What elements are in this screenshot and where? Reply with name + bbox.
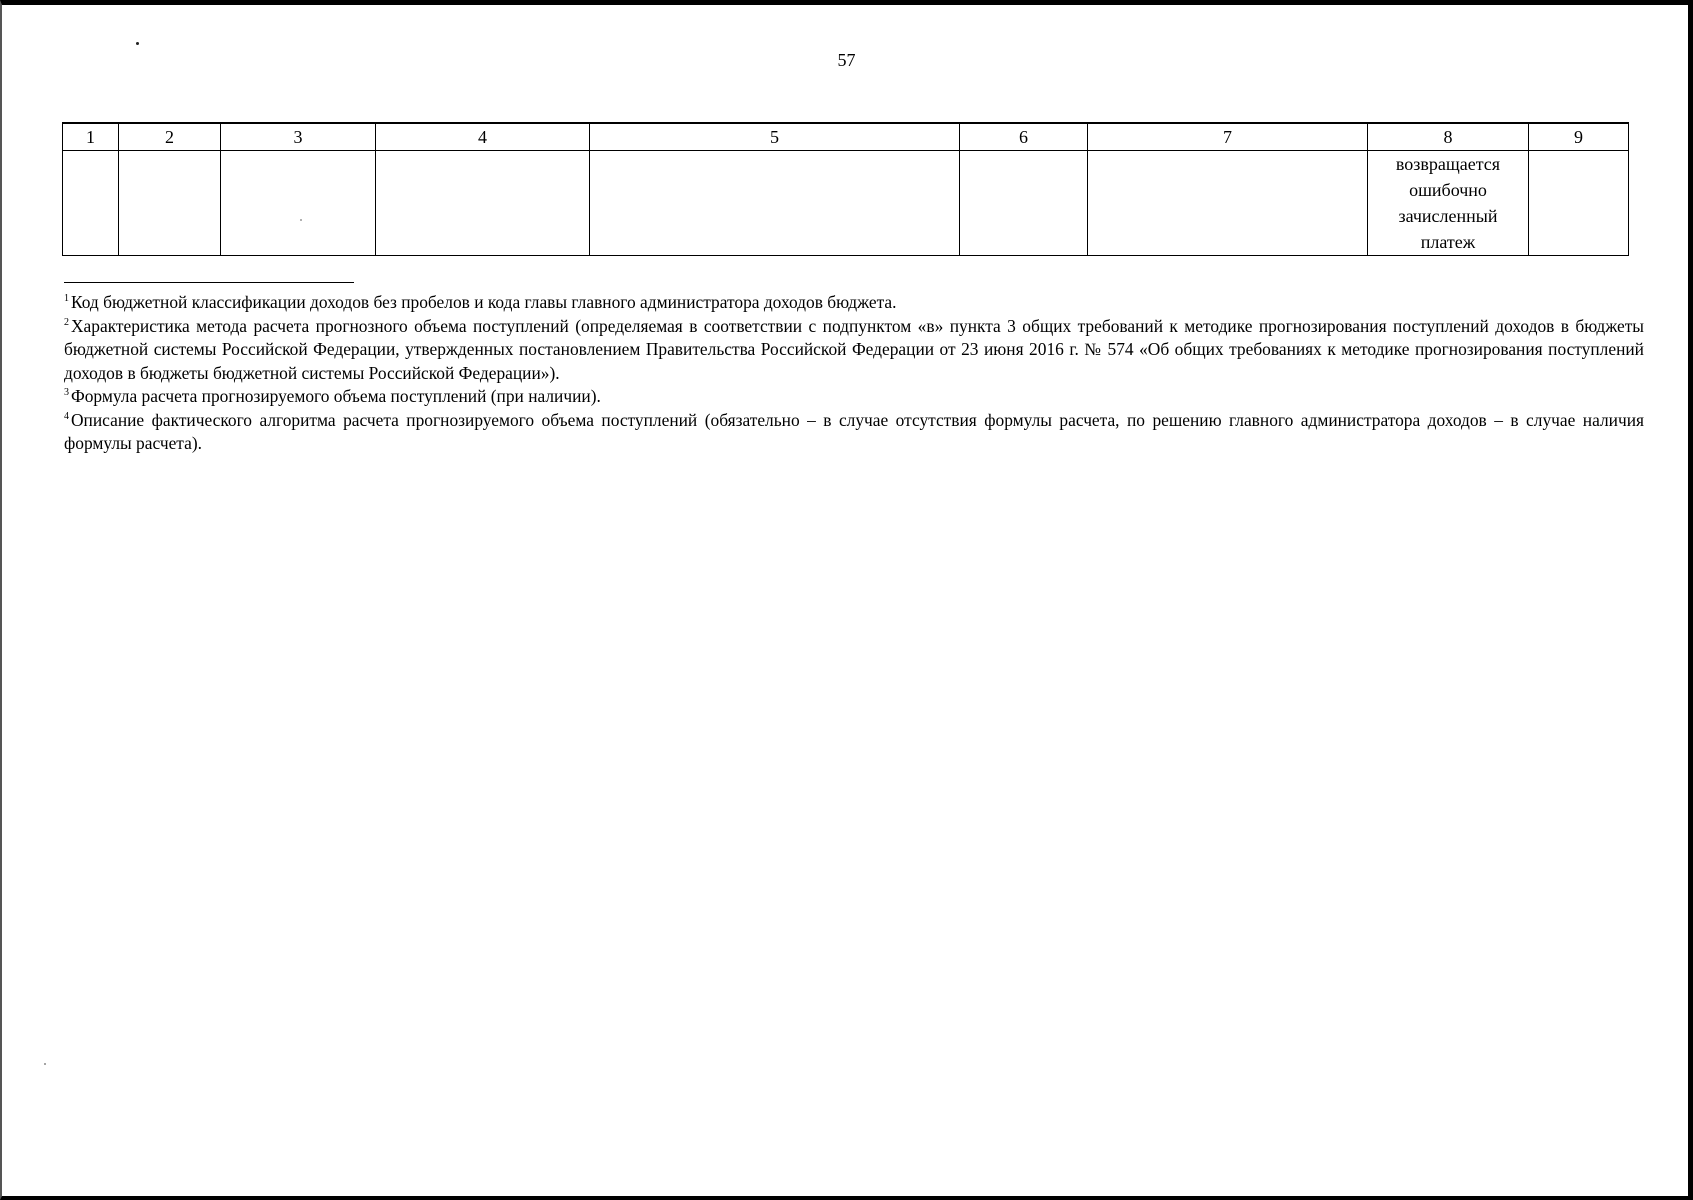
column-header: 9 [1529, 123, 1629, 151]
footnote-text: Описание фактического алгоритма расчета прогнозируемого объема поступлений (обязательно – в случае отсутствия формулы расчета, по решению главного администратора доходов – в случае наличия формулы расчета). [64, 409, 1644, 453]
table-row [63, 151, 1629, 256]
cell-text-line: ошибочно [1409, 180, 1487, 200]
cell-text-line: возвращается [1395, 154, 1501, 174]
footnote-text: Код бюджетной классификации доходов без пробелов и кода главы главного администратора доходов бюджета. [71, 292, 897, 312]
footnote-mark: 1 [64, 293, 69, 304]
data-table [62, 122, 1629, 256]
cell-text-line: зачисленный [1398, 206, 1498, 226]
column-header: 4 [376, 123, 590, 151]
table-cell-refund-note [1368, 151, 1529, 256]
page-number: 57 [837, 50, 856, 70]
footnote-3 [64, 385, 1644, 409]
footnote-text: Формула расчета прогнозируемого объема поступлений (при наличии). [71, 386, 601, 406]
column-header: 7 [1088, 123, 1368, 151]
column-header: 3 [221, 123, 376, 151]
footnote-mark: 3 [64, 387, 69, 398]
column-header: 5 [590, 123, 960, 151]
column-header: 1 [63, 123, 119, 151]
footnote-2 [64, 315, 1644, 386]
scan-speck [44, 1063, 46, 1065]
footnote-4 [64, 409, 1644, 456]
table-cell [1088, 151, 1368, 256]
column-header: 8 [1368, 123, 1529, 151]
footnote-separator [64, 282, 354, 283]
footnote-mark: 2 [64, 316, 69, 328]
table-cell [63, 151, 119, 256]
table-header-row [63, 123, 1629, 151]
footnote-mark: 4 [64, 410, 69, 422]
table-cell [376, 151, 590, 256]
column-header: 6 [960, 123, 1088, 151]
footnotes [64, 291, 1644, 456]
cell-text-line: платеж [1420, 232, 1476, 252]
footnote-text: Характеристика метода расчета прогнозного объема поступлений (определяемая в соответствии с подпунктом «в» пункта 3 общих требований к методике прогнозирования поступлений доходов в бюджеты бюджетной системы Российской Федерации, утвержденных постановлением Правительства Российской Федерации от 23 июня 2016 г. № 574 «Об общих требованиях к методике прогнозирования поступлений доходов в бюджеты бюджетной системы Российской Федерации»). [64, 315, 1644, 383]
table-cell [960, 151, 1088, 256]
column-header: 2 [119, 123, 221, 151]
table-cell [119, 151, 221, 256]
table-cell [221, 151, 376, 256]
table-cell [1529, 151, 1629, 256]
footnote-1 [64, 291, 1644, 315]
scan-speck [136, 42, 139, 45]
table-cell [590, 151, 960, 256]
